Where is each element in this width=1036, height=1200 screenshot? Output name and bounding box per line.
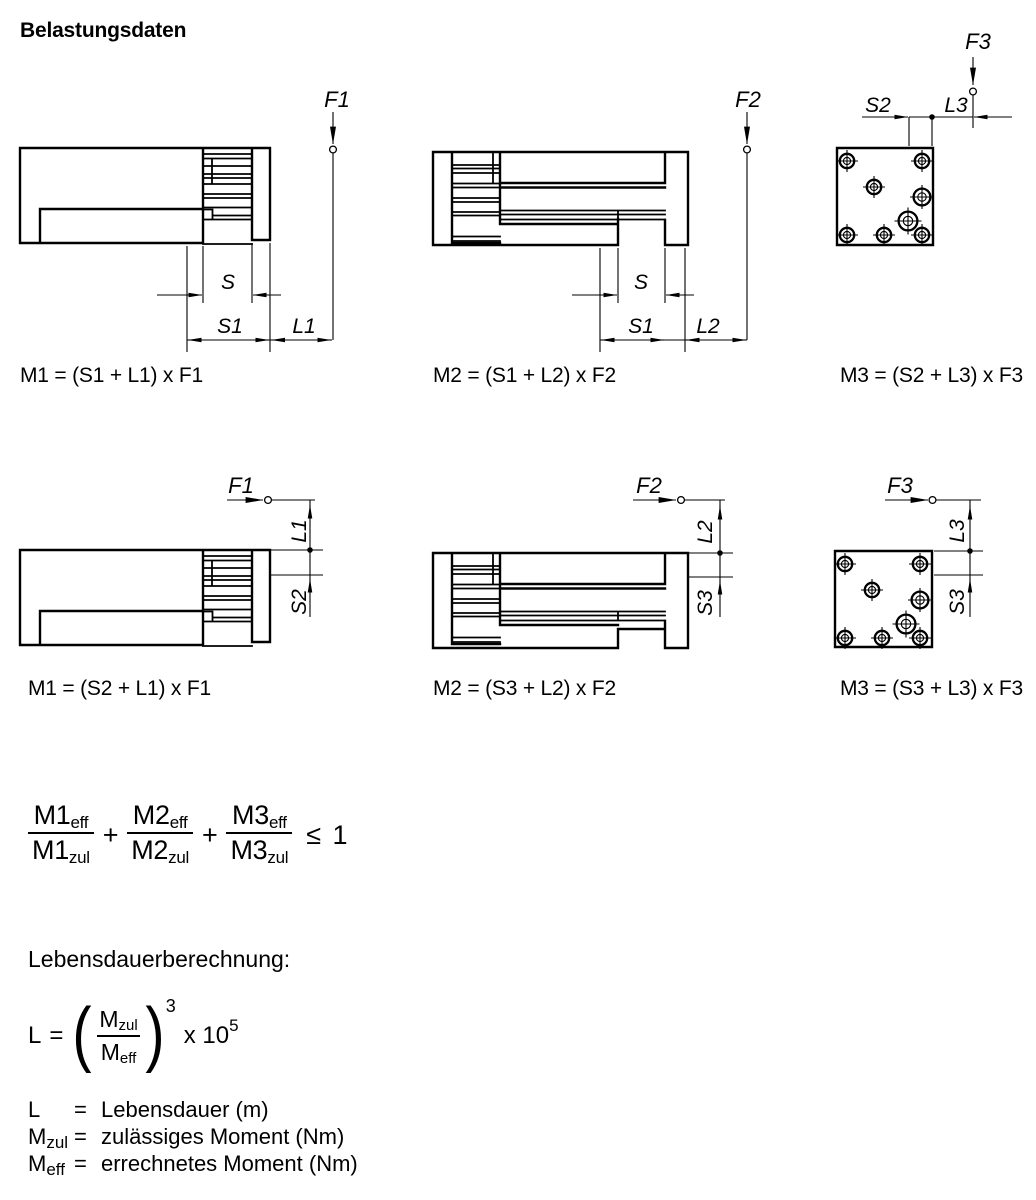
l3-dim-label: L3 bbox=[946, 519, 969, 543]
diagram-bottom-right-dimensions bbox=[885, 473, 983, 617]
power-exponent: 5 bbox=[229, 1016, 239, 1035]
reference-point-dot bbox=[717, 550, 723, 556]
plus-operator: + bbox=[102, 819, 119, 850]
s1-dim-label: S1 bbox=[217, 315, 243, 338]
times-ten: x 10 bbox=[183, 1022, 230, 1049]
mounting-hole-mark bbox=[863, 176, 885, 198]
fraction-m2 bbox=[127, 799, 193, 867]
legend-row bbox=[28, 1096, 358, 1123]
close-paren: ) bbox=[145, 993, 165, 1074]
diagram-bottom-left-side-view bbox=[20, 550, 270, 646]
force-label: F2 bbox=[735, 87, 761, 112]
mounting-hole-mark bbox=[834, 627, 856, 649]
stroke-dim-label: S bbox=[220, 271, 236, 294]
legend-row bbox=[28, 1123, 358, 1150]
force-label: F3 bbox=[965, 29, 991, 54]
diagram-top-left-side-view bbox=[20, 148, 270, 244]
inequality-relation: ≤ 1 bbox=[306, 819, 350, 850]
life-formula bbox=[28, 994, 239, 1078]
fraction-denominator: $M3_{zul}$ bbox=[226, 832, 292, 867]
mounting-hole-mark bbox=[836, 224, 858, 246]
l1-dim-label: L1 bbox=[288, 519, 311, 543]
force-label: F1 bbox=[228, 473, 254, 498]
mounting-hole-mark bbox=[861, 579, 883, 601]
plus-operator: + bbox=[202, 819, 218, 850]
fraction-denominator: $M1_{zul}$ bbox=[28, 832, 94, 867]
equals-sign: = bbox=[74, 1151, 87, 1176]
force-application-point bbox=[929, 497, 936, 504]
equals-sign: = bbox=[74, 1124, 87, 1149]
legend-symbol: L bbox=[28, 1097, 41, 1122]
moment-formula-m3-bottom: M3 = (S3 + L3) x F3 bbox=[840, 677, 1023, 700]
life-calculation-heading: Lebensdauerberechnung: bbox=[28, 946, 291, 972]
life-lhs: L bbox=[28, 1022, 42, 1049]
mounting-hole-mark bbox=[909, 553, 931, 575]
legend-symbol: $M_{eff}$ bbox=[28, 1151, 65, 1179]
diagram-top-right-dimensions bbox=[862, 29, 1012, 146]
fraction-numerator: $M_{zul}$ bbox=[99, 1006, 138, 1034]
reference-point-dot bbox=[967, 548, 973, 554]
mounting-hole-mark bbox=[908, 588, 932, 612]
diagram-bottom-right-top-view bbox=[834, 551, 932, 649]
reference-point-dot bbox=[307, 547, 313, 553]
force-label: F1 bbox=[324, 87, 350, 112]
force-application-point bbox=[970, 88, 977, 95]
moment-formula-m3-top: M3 = (S2 + L3) x F3 bbox=[840, 364, 1023, 387]
s3-dim-label: S3 bbox=[946, 589, 969, 615]
mounting-hole-mark bbox=[873, 224, 895, 246]
legend-description: errechnetes Moment (Nm) bbox=[101, 1151, 358, 1176]
moment-formula-m1-top: M1 = (S1 + L1) x F1 bbox=[20, 364, 203, 387]
diagram-bottom-middle-side-view bbox=[433, 553, 688, 648]
mounting-hole-mark bbox=[836, 150, 858, 172]
l1-dim-label: L1 bbox=[292, 315, 316, 338]
force-application-point bbox=[744, 146, 751, 153]
diagram-top-right-top-view bbox=[836, 148, 934, 246]
open-paren: ( bbox=[72, 993, 92, 1074]
fraction-numerator: $M1_{eff}$ bbox=[33, 800, 89, 832]
s2-dim-label: S2 bbox=[288, 589, 311, 615]
legend-row bbox=[28, 1150, 358, 1177]
life-fraction bbox=[95, 1004, 141, 1068]
fraction-m1 bbox=[28, 799, 94, 867]
reference-point-dot bbox=[929, 114, 935, 120]
mounting-hole-mark bbox=[911, 150, 933, 172]
mounting-hole-mark bbox=[834, 553, 856, 575]
s1-dim-label: S1 bbox=[628, 315, 654, 338]
l3-dim-label: L3 bbox=[944, 94, 968, 117]
symbol-legend bbox=[28, 1096, 358, 1177]
moment-formula-m2-top: M2 = (S1 + L2) x F2 bbox=[433, 364, 616, 387]
page-title: Belastungsdaten bbox=[20, 19, 187, 42]
diagram-top-left-dimensions bbox=[157, 87, 350, 352]
moment-sum-inequality bbox=[28, 799, 350, 867]
l2-dim-label: L2 bbox=[694, 520, 717, 544]
moment-formula-m2-bottom: M2 = (S3 + L2) x F2 bbox=[433, 677, 616, 700]
moment-formula-m1-bottom: M1 = (S2 + L1) x F1 bbox=[28, 677, 211, 700]
legend-symbol: $M_{zul}$ bbox=[28, 1124, 69, 1152]
fraction-numerator: $M3_{eff}$ bbox=[232, 800, 287, 832]
force-application-point bbox=[265, 497, 272, 504]
s2-dim-label: S2 bbox=[865, 94, 891, 117]
fraction-m3 bbox=[226, 799, 292, 867]
legend-description: zulässiges Moment (Nm) bbox=[101, 1124, 345, 1149]
fraction-numerator: $M2_{eff}$ bbox=[132, 800, 188, 832]
l2-dim-label: L2 bbox=[696, 315, 720, 338]
force-label: F3 bbox=[887, 473, 913, 498]
mounting-hole-mark bbox=[871, 627, 893, 649]
stroke-dim-label: S bbox=[633, 271, 649, 294]
mounting-hole-mark bbox=[910, 185, 934, 209]
force-application-point bbox=[678, 497, 685, 504]
diagram-top-middle-side-view bbox=[433, 152, 688, 245]
force-application-point bbox=[330, 146, 337, 153]
force-label: F2 bbox=[636, 473, 662, 498]
equals-sign: = bbox=[74, 1097, 87, 1122]
legend-description: Lebensdauer (m) bbox=[101, 1097, 269, 1122]
fraction-denominator: $M2_{zul}$ bbox=[127, 832, 193, 867]
s3-dim-label: S3 bbox=[694, 590, 717, 616]
cube-exponent: 3 bbox=[165, 995, 176, 1016]
fraction-denominator: $M_{eff}$ bbox=[97, 1035, 141, 1068]
equals-sign: = bbox=[49, 1022, 64, 1049]
diagram-bottom-middle-dimensions bbox=[633, 473, 733, 617]
